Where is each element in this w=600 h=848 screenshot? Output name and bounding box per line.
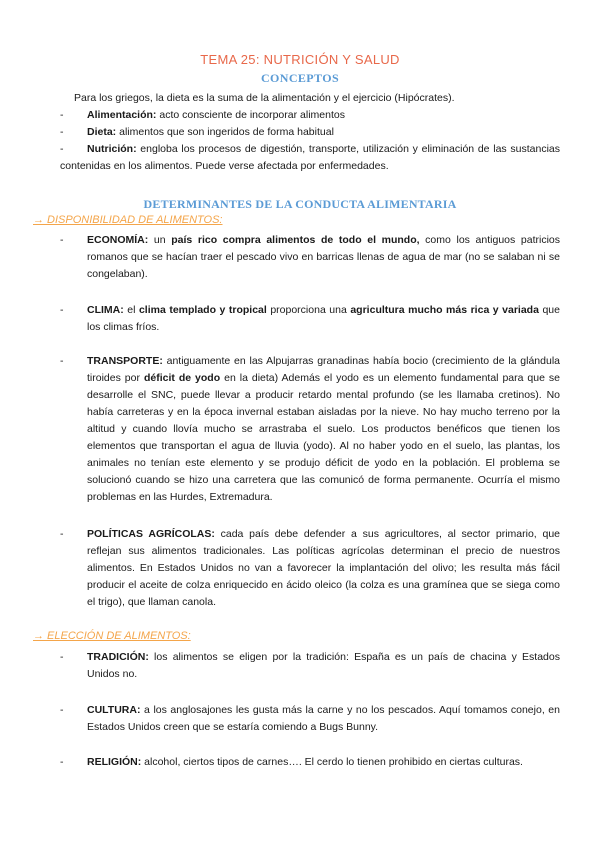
bullet-dash: - [60,355,64,367]
item-bold-text: agricultura mucho más rica y variada [350,304,539,316]
concept-item-dieta [60,124,560,141]
concept-term: Dieta: [87,126,117,138]
item-text: antiguamente en las Alpujarras granadinas había bocio (crecimiento de la glándula tiroides por [87,355,560,384]
concept-text: engloba los procesos de digestión, transporte, utilización y eliminación de las sustancias contenidas en los alimentos. Puede verse afectada por enfermedades. [60,143,560,172]
eleccion-subheading: → ELECCIÓN DE ALIMENTOS: [33,630,191,642]
determinantes-heading: DETERMINANTES DE LA CONDUCTA ALIMENTARIA [143,197,457,211]
item-text: que los climas fríos. [87,304,560,333]
item-politicas-agricolas [60,526,560,611]
bullet-dash: - [60,143,64,155]
item-cultura [60,702,560,736]
item-clima [60,302,560,336]
bullet-dash: - [60,234,64,246]
page-title: TEMA 25: NUTRICIÓN Y SALUD [200,52,400,67]
disponibilidad-subheading: → DISPONIBILIDAD DE ALIMENTOS: [33,214,223,226]
item-term: ECONOMÍA: [87,234,149,246]
item-text: en la dieta) Además el yodo es un elemento fundamental para que se desarrolle el SNC, puede llevar a producir retardo mental profundo (se les llamaba cretinos). No había carreteras y en la época invernal estaban aisladas por la nieve. No hay mucho terreno por la altitud y cuando llovía mucho se arrastraba el suelo. Los productos benéficos que tienen los elementos que transportan el agua de lluvia (yodo). Al no haber yodo en el suelo, las plantas, los animales no tenían este elemento y se produjo déficit de yodo en la población. El problema se solucionó cuando se hizo una carretera que las comunicó de forma permanente. Ocurría el mismo problemas en las Hurdes, Extremadura. [87,372,561,503]
concept-term: Alimentación: [87,109,157,121]
item-text: cada país debe defender a sus agricultores, al sector primario, que reflejan sus alimentos tradicionales. Las políticas agrícolas determinan el precio de nuestros alimentos. En Estados Unidos no van a favorecer la implantación del olivo; les resulta más fácil producir el aceite de colza enriquecido en ácido oleico (la colza es una gramínea que se siega como el trigo), que llaman canola. [87,528,560,608]
item-economia [60,232,560,283]
item-term: POLÍTICAS AGRÍCOLAS: [87,528,215,540]
item-religion [60,754,560,771]
intro-text: Para los griegos, la dieta es la suma de la alimentación y el ejercicio (Hipócrates). [74,92,455,104]
concept-text: alimentos que son ingeridos de forma habitual [116,126,334,138]
bullet-dash: - [60,109,64,121]
item-text: los alimentos se eligen por la tradición: España es un país de chacina y Estados Unidos no. [87,651,560,680]
item-bold-text: país rico compra alimentos de todo el mundo, [171,234,420,246]
item-tradicion [60,649,560,683]
bullet-dash: - [60,528,64,540]
item-term: RELIGIÓN: [87,756,142,768]
concept-text: acto consciente de incorporar alimentos [156,109,345,121]
item-text: el [123,304,139,316]
bullet-dash: - [60,651,64,663]
bullet-dash: - [60,756,64,768]
item-text: proporciona una [266,304,351,316]
item-text: alcohol, ciertos tipos de carnes…. El cerdo lo tienen prohibido en ciertas culturas. [141,756,523,768]
concept-item-nutricion [60,141,560,175]
bullet-dash: - [60,304,64,316]
bullet-dash: - [60,704,64,716]
item-text: a los anglosajones les gusta más la carne y no los pescados. Aquí tomamos conejo, en Estados Unidos creen que se estaría comiendo a Bugs Bunny. [87,704,560,733]
item-text: como los antiguos patricios romanos que se hacían traer el pescado vivo en barricas llenas de agua de mar (no se salaban ni se congelaban). [87,234,560,280]
item-bold-text: déficit de yodo [143,372,221,384]
item-term: TRADICIÓN: [87,651,149,663]
item-term: CULTURA: [87,704,141,716]
item-term: TRANSPORTE: [87,355,163,367]
concept-term: Nutrición: [87,143,137,155]
item-text: un [148,234,172,246]
concept-item-alimentacion [60,107,560,124]
item-bold-text: clima templado y tropical [138,304,267,316]
item-transporte [60,353,560,506]
conceptos-heading: CONCEPTOS [260,71,340,85]
bullet-dash: - [60,126,64,138]
item-term: CLIMA: [87,304,124,316]
